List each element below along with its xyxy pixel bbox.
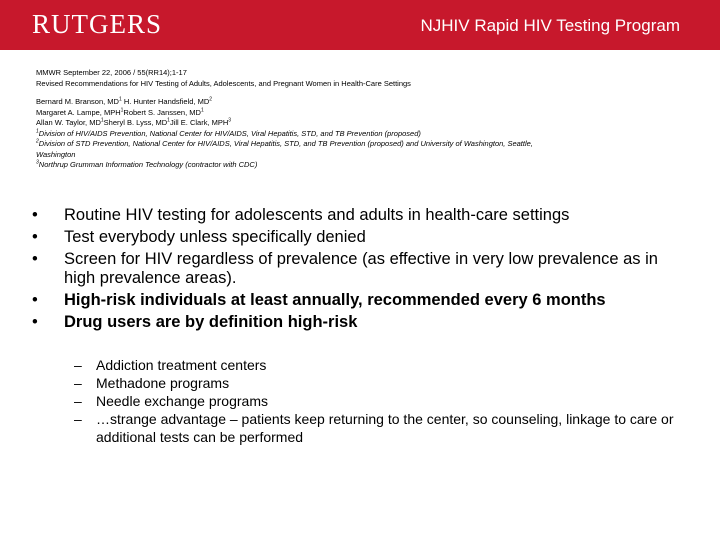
bullet-text: Screen for HIV regardless of prevalence (as effective in very low prevalence as in high prevalence areas). — [64, 250, 658, 287]
bullet-text: High-risk individuals at least annually, recommended every 6 months — [64, 291, 606, 309]
main-bullet-list — [32, 206, 672, 335]
sub-bullet-marker: – — [74, 357, 82, 373]
sub-bullet-item — [74, 392, 674, 410]
sub-bullet-text: Addiction treatment centers — [96, 357, 267, 373]
citation-authors-line-2: Margaret A. Lampe, MPH$^1$Robert S. Janssen, $MD^1$ — [36, 107, 204, 117]
bullet-item — [32, 313, 672, 332]
citation-affiliation-2: $^2$Division of STD Prevention, National Center for HIV/AIDS, Viral Hepatitis, STD, and TB Prevention (proposed) and University of Washington, Seattle, — [36, 138, 533, 148]
bullet-marker: • — [32, 228, 38, 246]
sub-bullet-text: Methadone programs — [96, 375, 230, 391]
header-bar — [0, 0, 720, 50]
sub-bullet-item — [74, 410, 674, 446]
citation-affiliation-1: $^1$Division of HIV/AIDS Prevention, National Center for HIV/AIDS, Viral Hepatitis, STD, and TB Prevention (proposed) — [36, 128, 421, 138]
sub-bullet-text: …strange advantage – patients keep returning to the center, so counseling, linkage to care or additional tests can be performed — [96, 411, 674, 445]
bullet-text: Drug users are by definition high-risk — [64, 313, 358, 331]
bullet-text: Routine HIV testing for adolescents and adults in health-care settings — [64, 206, 570, 224]
sub-bullet-marker: – — [74, 411, 82, 427]
sub-bullet-marker: – — [74, 393, 82, 409]
bullet-marker: • — [32, 291, 38, 309]
bullet-marker: • — [32, 313, 38, 331]
slide-title: NJHIV Rapid HIV Testing Program — [420, 16, 680, 35]
sub-bullet-marker: – — [74, 375, 82, 391]
citation-affiliation-3: $^3$Northrup Grumman Information Technology (contractor with CDC) — [36, 159, 258, 169]
citation-block — [36, 68, 696, 171]
bullet-text: Test everybody unless specifically denied — [64, 228, 366, 246]
bullet-item — [32, 250, 672, 288]
citation-authors-line-3: Allan W. Taylor, $MD^1Sheryl$ B. Lyss, $MD^1Jill$ E. Clark, MPH$^3$ — [36, 117, 232, 127]
bullet-item — [32, 291, 672, 310]
sub-bullet-text: Needle exchange programs — [96, 393, 268, 409]
sub-bullet-list — [74, 356, 674, 446]
citation-journal: MMWR September 22, 2006 / 55(RR14);1-17 — [36, 68, 187, 77]
citation-authors-line-1: Bernard M. Branson, $MD^1$ H. Hunter Handsfield, $MD^2$ — [36, 96, 213, 106]
rutgers-logo: RUTGERS — [32, 9, 163, 39]
bullet-item — [32, 228, 672, 247]
bullet-item — [32, 206, 672, 225]
bullet-marker: • — [32, 206, 38, 224]
citation-affiliation-2-cont: Washington — [36, 149, 76, 159]
sub-bullet-item — [74, 374, 674, 392]
bullet-marker: • — [32, 250, 38, 268]
sub-bullet-item — [74, 356, 674, 374]
citation-article-title: Revised Recommendations for HIV Testing of Adults, Adolescents, and Pregnant Women in Health-Care Settings — [36, 78, 411, 88]
